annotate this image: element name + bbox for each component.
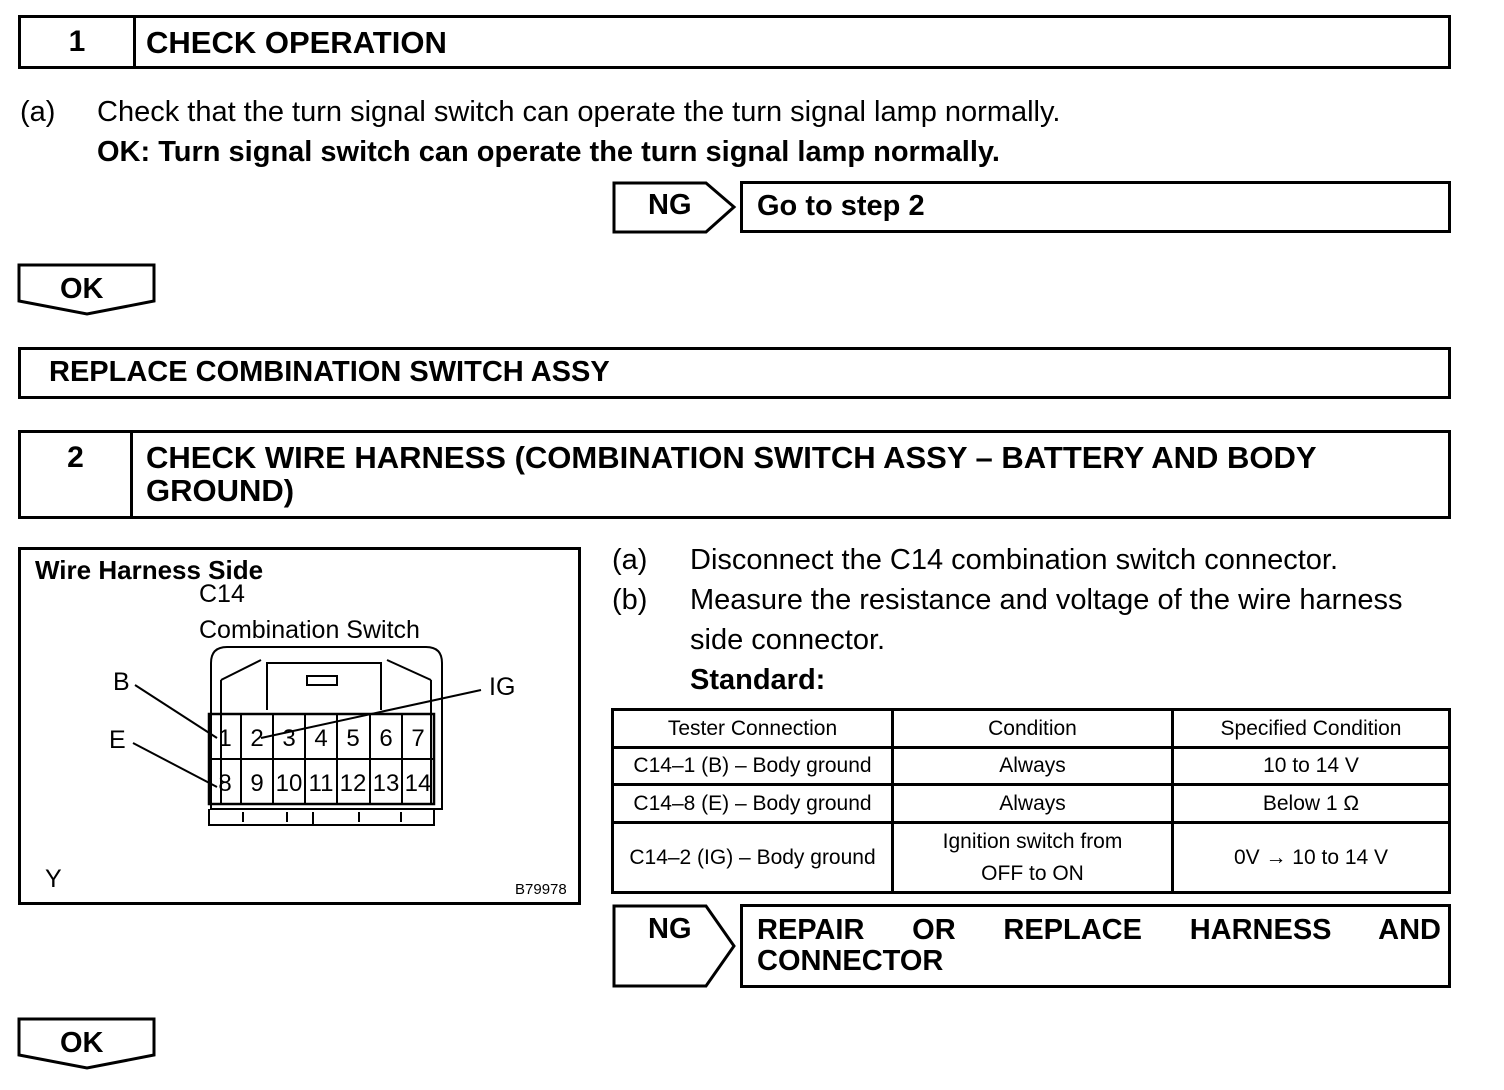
header-specified-condition: Specified Condition — [1173, 710, 1450, 748]
header-tester-connection: Tester Connection — [613, 710, 893, 748]
connector-drawing — [21, 550, 578, 902]
replace-combination-switch-text: REPLACE COMBINATION SWITCH ASSY — [49, 356, 610, 388]
table-row — [613, 748, 1450, 785]
step2-ng-action-box — [740, 904, 1451, 988]
pin-2: 2 — [250, 725, 264, 752]
step2-ok-label: OK — [60, 1027, 104, 1059]
row1-connection: C14–1 (B) – Body ground — [613, 748, 893, 785]
step2-ng-label: NG — [648, 913, 692, 945]
row3-condition-line2: OFF to ON — [981, 861, 1084, 885]
step2-number: 2 — [21, 433, 133, 516]
pin-14: 14 — [404, 770, 432, 797]
step2-ng-action-line2: CONNECTOR — [757, 945, 944, 977]
pin-label-e: E — [109, 726, 126, 754]
wire-harness-diagram — [18, 547, 581, 905]
pin-6: 6 — [379, 725, 393, 752]
step2-item-a-label: (a) — [612, 544, 648, 576]
pin-7: 7 — [411, 725, 425, 752]
step2-item-a-text: Disconnect the C14 combination switch connector. — [690, 544, 1339, 576]
step2-item-b-label: (b) — [612, 584, 648, 616]
row1-condition: Always — [893, 748, 1173, 785]
row3-connection: C14–2 (IG) – Body ground — [613, 823, 893, 893]
connector-id: C14 — [199, 580, 245, 608]
step1-item-a-text: Check that the turn signal switch can operate the turn signal lamp normally. — [97, 96, 1061, 128]
row2-condition: Always — [893, 785, 1173, 823]
pin-12: 12 — [339, 770, 367, 797]
step2-ng-action-line1: REPAIR OR REPLACE HARNESS AND — [757, 914, 1441, 946]
pin-8: 8 — [218, 770, 232, 797]
pin-10: 10 — [275, 770, 303, 797]
connector-name: Combination Switch — [199, 616, 420, 644]
step1-ok-criterion: OK: Turn signal switch can operate the turn signal lamp normally. — [97, 136, 1000, 168]
row1-specified: 10 to 14 V — [1173, 748, 1450, 785]
corner-letter: Y — [45, 865, 62, 893]
step1-ok-label: OK — [60, 273, 104, 305]
row2-connection: C14–8 (E) – Body ground — [613, 785, 893, 823]
step2-item-b-line2: side connector. — [690, 624, 886, 656]
row2-specified: Below 1 Ω — [1173, 785, 1450, 823]
table-row — [613, 785, 1450, 823]
pin-11: 11 — [308, 770, 334, 797]
pin-13: 13 — [372, 770, 400, 797]
pin-5: 5 — [346, 725, 360, 752]
standard-label: Standard: — [690, 664, 826, 696]
step1-ng-action-box — [740, 181, 1451, 233]
row3-condition — [893, 823, 1173, 893]
replace-combination-switch-box — [18, 347, 1451, 399]
table-row — [613, 823, 1450, 893]
step2-title-line2: GROUND) — [146, 473, 295, 508]
step1-title: CHECK OPERATION — [146, 25, 447, 60]
specification-table — [611, 708, 1451, 894]
step2-title-line1: CHECK WIRE HARNESS (COMBINATION SWITCH ASSY – BATTERY AND BODY — [146, 440, 1317, 475]
pin-label-b: B — [113, 668, 130, 696]
step1-number: 1 — [21, 18, 136, 66]
step2-header — [18, 430, 1451, 519]
pin-9: 9 — [250, 770, 264, 797]
step1-header — [18, 15, 1451, 69]
row3-specified: 0V → 10 to 14 V — [1173, 823, 1450, 893]
pin-4: 4 — [314, 725, 328, 752]
step1-item-a-label: (a) — [20, 96, 56, 128]
diagram-heading: Wire Harness Side — [35, 555, 264, 585]
pin-label-ig: IG — [489, 673, 516, 701]
step1-ng-action: Go to step 2 — [757, 190, 925, 222]
row3-condition-line1: Ignition switch from — [942, 829, 1123, 853]
step2-item-b-line1: Measure the resistance and voltage of the wire harness — [690, 584, 1403, 616]
figure-code: B79978 — [515, 881, 567, 898]
step1-ng-label: NG — [648, 189, 692, 221]
table-header-row — [613, 710, 1450, 748]
header-condition: Condition — [893, 710, 1173, 748]
pin-3: 3 — [282, 725, 296, 752]
pin-1: 1 — [218, 725, 232, 752]
